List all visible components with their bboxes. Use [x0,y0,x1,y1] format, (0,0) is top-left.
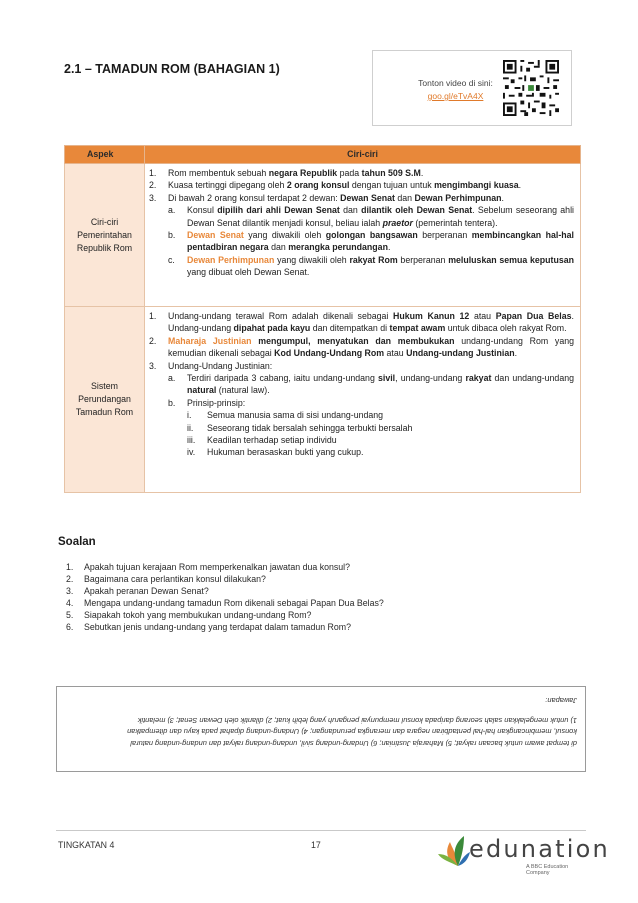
logo-text: edunation [469,835,610,863]
list-item: b. Dewan Senat yang diwakili oleh golongan bangsawan berperanan membincangkan hal-hal pentadbiran negara dan merangka perundangan. [168,230,574,253]
answer-upside-down [65,695,577,749]
question-item: 5. Siapakah tokoh yang membukukan undang-undang Rom? [66,610,312,620]
question-item: 2. Bagaimana cara perlantikan konsul dilakukan? [66,574,266,584]
list-item: 2. Kuasa tertinggi dipegang oleh 2 orang konsul dengan tujuan untuk mengimbangi kuasa. [149,180,522,191]
list-item: 1. Rom membentuk sebuah negara Republik pada tahun 509 S.M. [149,168,424,178]
list-item: a. Terdiri daripada 3 cabang, iaitu undang-undang sivil, undang-undang rakyat dan undang-undang natural (natural law). [168,373,574,396]
page-number: 17 [311,840,321,850]
question-item: 6. Sebutkan jenis undang-undang yang terdapat dalam tamadun Rom? [66,622,352,632]
answer-line: 1) untuk mengelakkan salah seorang daripada konsul mempunyai pengaruh yang lebih kuat; 2) dilantik oleh Dewan Senat; 3) melantik [137,716,577,725]
aspect-cell-perundangan [65,307,145,493]
list-item: ii. Seseorang tidak bersalah sehingga terbukti bersalah [187,422,413,433]
logo-subtitle: A BBC Education Company [526,864,569,876]
footer-level: TINGKATAN 4 [58,840,115,850]
content-cell-perundangan [145,307,581,493]
answer-line: konsul, membincangkan hal-hal pentadbiran negara dan merangka perundangan; 4) Undang-undang dipahat pada kayu dan ditempatkan [127,727,577,737]
list-item: iii. Keadilan terhadap setiap individu [187,435,337,446]
list-item: 3. Di bawah 2 orang konsul terdapat 2 dewan: Dewan Senat dan Dewan Perhimpunan. a. Konsul dipilih dari ahli Dewan Senat dan dilantik oleh Dewan Senat. Sebelum seseorang ahli Dewan Senat dilantik menjadi konsul, beliau ialah praetor (pemerintah tentera). b. Dewan Senat yang diwakili oleh golongan bangsawan berperanan membincangkan hal-hal pentadbiran negara dan merangka perundangan. c. Dewan Perhimpunan yang diwakili oleh rakyat Rom berperanan meluluskan semua keputusan yang dibuat oleh Dewan Senat. [149,192,574,278]
aspect-line: Ciri-ciri [90,216,119,227]
video-box [372,50,572,126]
aspect-line: Perundangan [78,394,131,404]
aspect-line: Tamadun Rom [75,407,134,417]
list-item: iv. Hukuman berasaskan bukti yang cukup. [187,447,364,458]
page-title: 2.1 – TAMADUN ROM (BAHAGIAN 1) [64,62,280,76]
table-header-row [65,146,581,164]
question-item: 4. Mengapa undang-undang tamadun Rom dikenali sebagai Papan Dua Belas? [66,598,384,608]
list-item: c. Dewan Perhimpunan yang diwakili oleh rakyat Rom berperanan meluluskan semua keputusan yang dibuat oleh Dewan Senat. [168,254,574,278]
list-item: a. Konsul dipilih dari ahli Dewan Senat dan dilantik oleh Dewan Senat. Sebelum seseorang ahli Dewan Senat dilantik menjadi konsul, beliau ialah praetor (pemerintah tentera). [168,205,574,228]
table-row [65,164,581,307]
video-link[interactable]: goo.gl/eTvA4X [427,91,484,101]
aspect-line: Pemerintahan [77,229,132,240]
answer-box [56,686,586,772]
list-item: i. Semua manusia sama di sisi undang-undang [187,410,384,421]
list-item: 1. Undang-undang terawal Rom adalah dikenali sebagai Hukum Kanun 12 atau Papan Dua Belas. Undang-undang dipahat pada kayu dan ditempatkan di tempat awam untuk dibaca oleh rakyat Rom. [149,311,574,334]
qr-code-icon[interactable] [503,59,559,117]
content-table [64,145,581,493]
list-item: 3. Undang-Undang Justinian: a. Terdiri daripada 3 cabang, iaitu undang-undang sivil, undang-undang rakyat dan undang-undang natural (natural law). b. Prinsip-prinsip: i. Semua manusia sama di sisi undang-undang ii. Seseorang tidak bersalah sehingga terbukti bersalah iii. Keadilan terhadap setiap individu iv. Hukuman berasaskan bukti yang cukup. [149,360,574,458]
edunation-logo [438,832,610,876]
leaf-logo-icon [438,832,470,868]
questions-list [66,561,384,633]
footer-divider [56,830,586,831]
header-ciri-ciri: Ciri-ciri [145,146,581,164]
list-item: b. Prinsip-prinsip: i. Semua manusia sama di sisi undang-undang ii. Seseorang tidak bersalah sehingga terbukti bersalah iii. Keadilan terhadap setiap individu iv. Hukuman berasaskan bukti yang cukup. [168,397,574,459]
table-row [65,307,581,493]
video-caption [403,77,508,103]
aspect-line: Sistem [91,381,118,391]
aspect-cell-pemerintahan [65,164,145,307]
content-cell-pemerintahan [145,164,581,307]
aspect-line: Republik Rom [76,242,133,253]
answer-label: Jawapan: [545,696,577,706]
video-text: Tonton video di sini: [418,78,493,88]
question-item: 3. Apakah peranan Dewan Senat? [66,586,209,596]
soalan-title: Soalan [58,536,96,548]
answer-line: di tempat awam untuk bacaan rakyat; 5) Maharaja Justinian; 6) Undang-undang sivil, undang-undang rakyat dan undang-undang natural [130,739,577,748]
header-aspek: Aspek [65,146,145,164]
list-item: 2. Maharaja Justinian mengumpul, menyatukan dan membukukan undang-undang Rom yang kemudian dikenali sebagai Kod Undang-Undang Rom atau Undang-undang Justinian. [149,335,574,359]
question-item: 1. Apakah tujuan kerajaan Rom memperkenalkan jawatan dua konsul? [66,562,351,572]
